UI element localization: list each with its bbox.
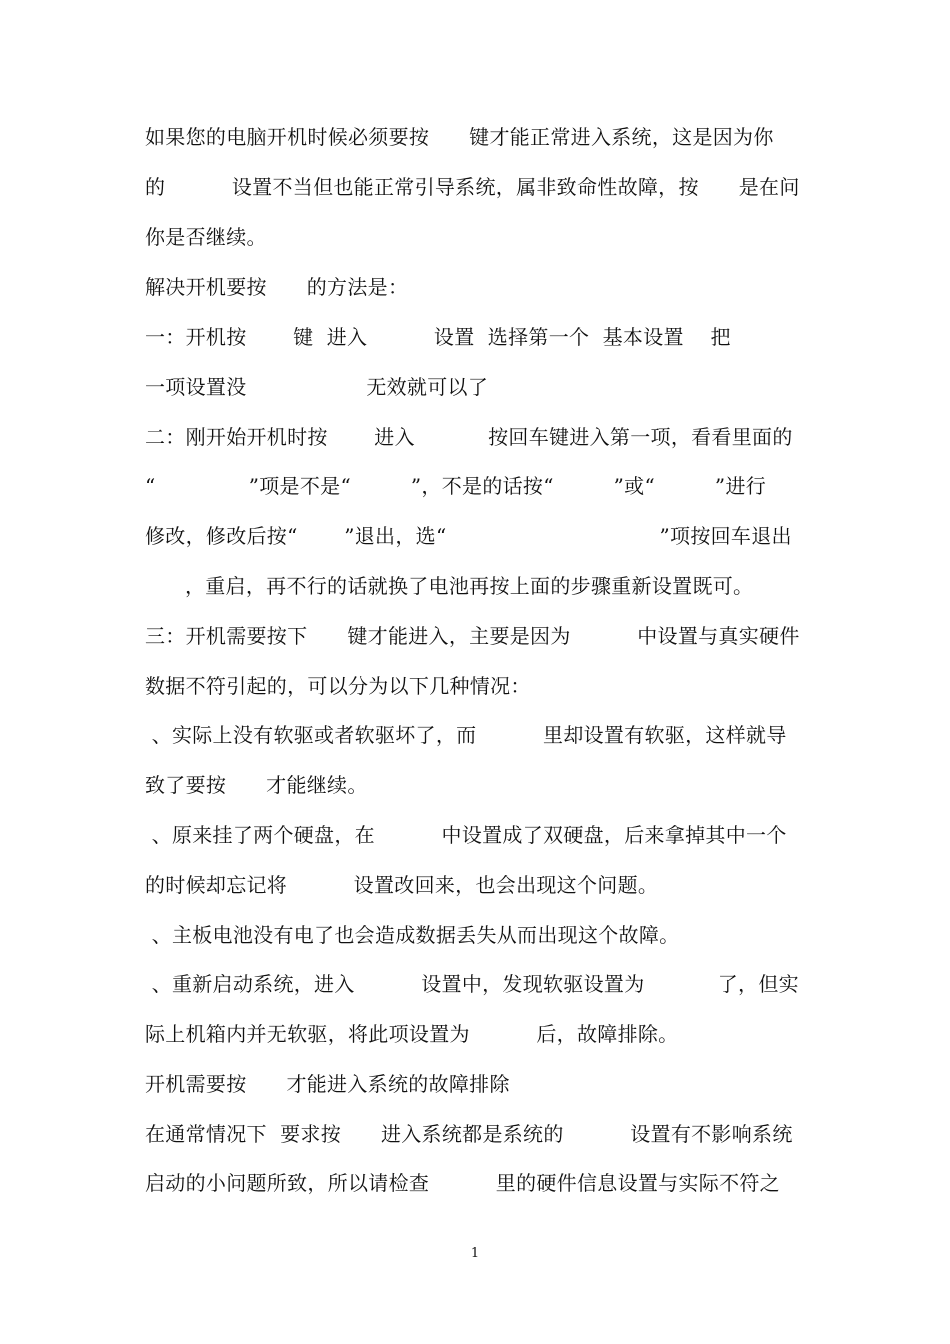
body-line-13: 、实际上没有软驱或者软驱坏了，而 里却设置有软驱，这样就导 [145, 723, 787, 747]
body-line-7: 二：刚开始开机时按 进入 按回车键进入第一项，看看里面的 [145, 425, 793, 449]
body-line-1: 如果您的电脑开机时候必须要按 键才能正常进入系统，这是因为你 [145, 125, 774, 149]
body-line-11: 三：开机需要按下 键才能进入，主要是因为 中设置与真实硬件 [145, 624, 800, 648]
body-line-8: “ ”项是不是“ ”，不是的话按“ ”或“ ”进行 [145, 474, 767, 498]
body-line-15: 、原来挂了两个硬盘，在 中设置成了双硬盘，后来拿掉其中一个 [145, 823, 787, 847]
body-line-9: 修改，修改后按“ ”退出，选“ ”项按回车退出 [145, 524, 792, 548]
body-line-2: 的 设置不当但也能正常引导系统，属非致命性故障，按 是在问 [145, 175, 800, 199]
body-line-12: 数据不符引起的，可以分为以下几种情况： [145, 674, 531, 698]
body-line-21: 在通常情况下 要求按 进入系统都是系统的 设置有不影响系统 [145, 1122, 793, 1146]
body-line-17: 、主板电池没有电了也会造成数据丢失从而出现这个故障。 [145, 923, 680, 947]
body-line-19: 际上机箱内并无软驱，将此项设置为 后，故障排除。 [145, 1022, 679, 1046]
body-line-5: 一：开机按 键 进入 设置 选择第一个 基本设置 把 [145, 325, 731, 349]
body-line-10: ，重启，再不行的话就换了电池再按上面的步骤重新设置既可。 [145, 574, 754, 598]
body-line-18: 、重新启动系统，进入 设置中，发现软驱设置为 了，但实 [145, 972, 799, 996]
page-number: 1 [470, 1246, 480, 1261]
body-line-4: 解决开机要按 的方法是： [145, 275, 409, 299]
body-line-14: 致了要按 才能继续。 [145, 773, 368, 797]
body-line-3: 你是否继续。 [145, 225, 267, 249]
body-line-22: 启动的小问题所致，所以请检查 里的硬件信息设置与实际不符之 [145, 1171, 780, 1195]
body-line-20: 开机需要按 才能进入系统的故障排除 [145, 1072, 510, 1096]
body-line-16: 的时候却忘记将 设置改回来，也会出现这个问题。 [145, 873, 659, 897]
body-line-6: 一项设置没 无效就可以了 [145, 375, 489, 399]
